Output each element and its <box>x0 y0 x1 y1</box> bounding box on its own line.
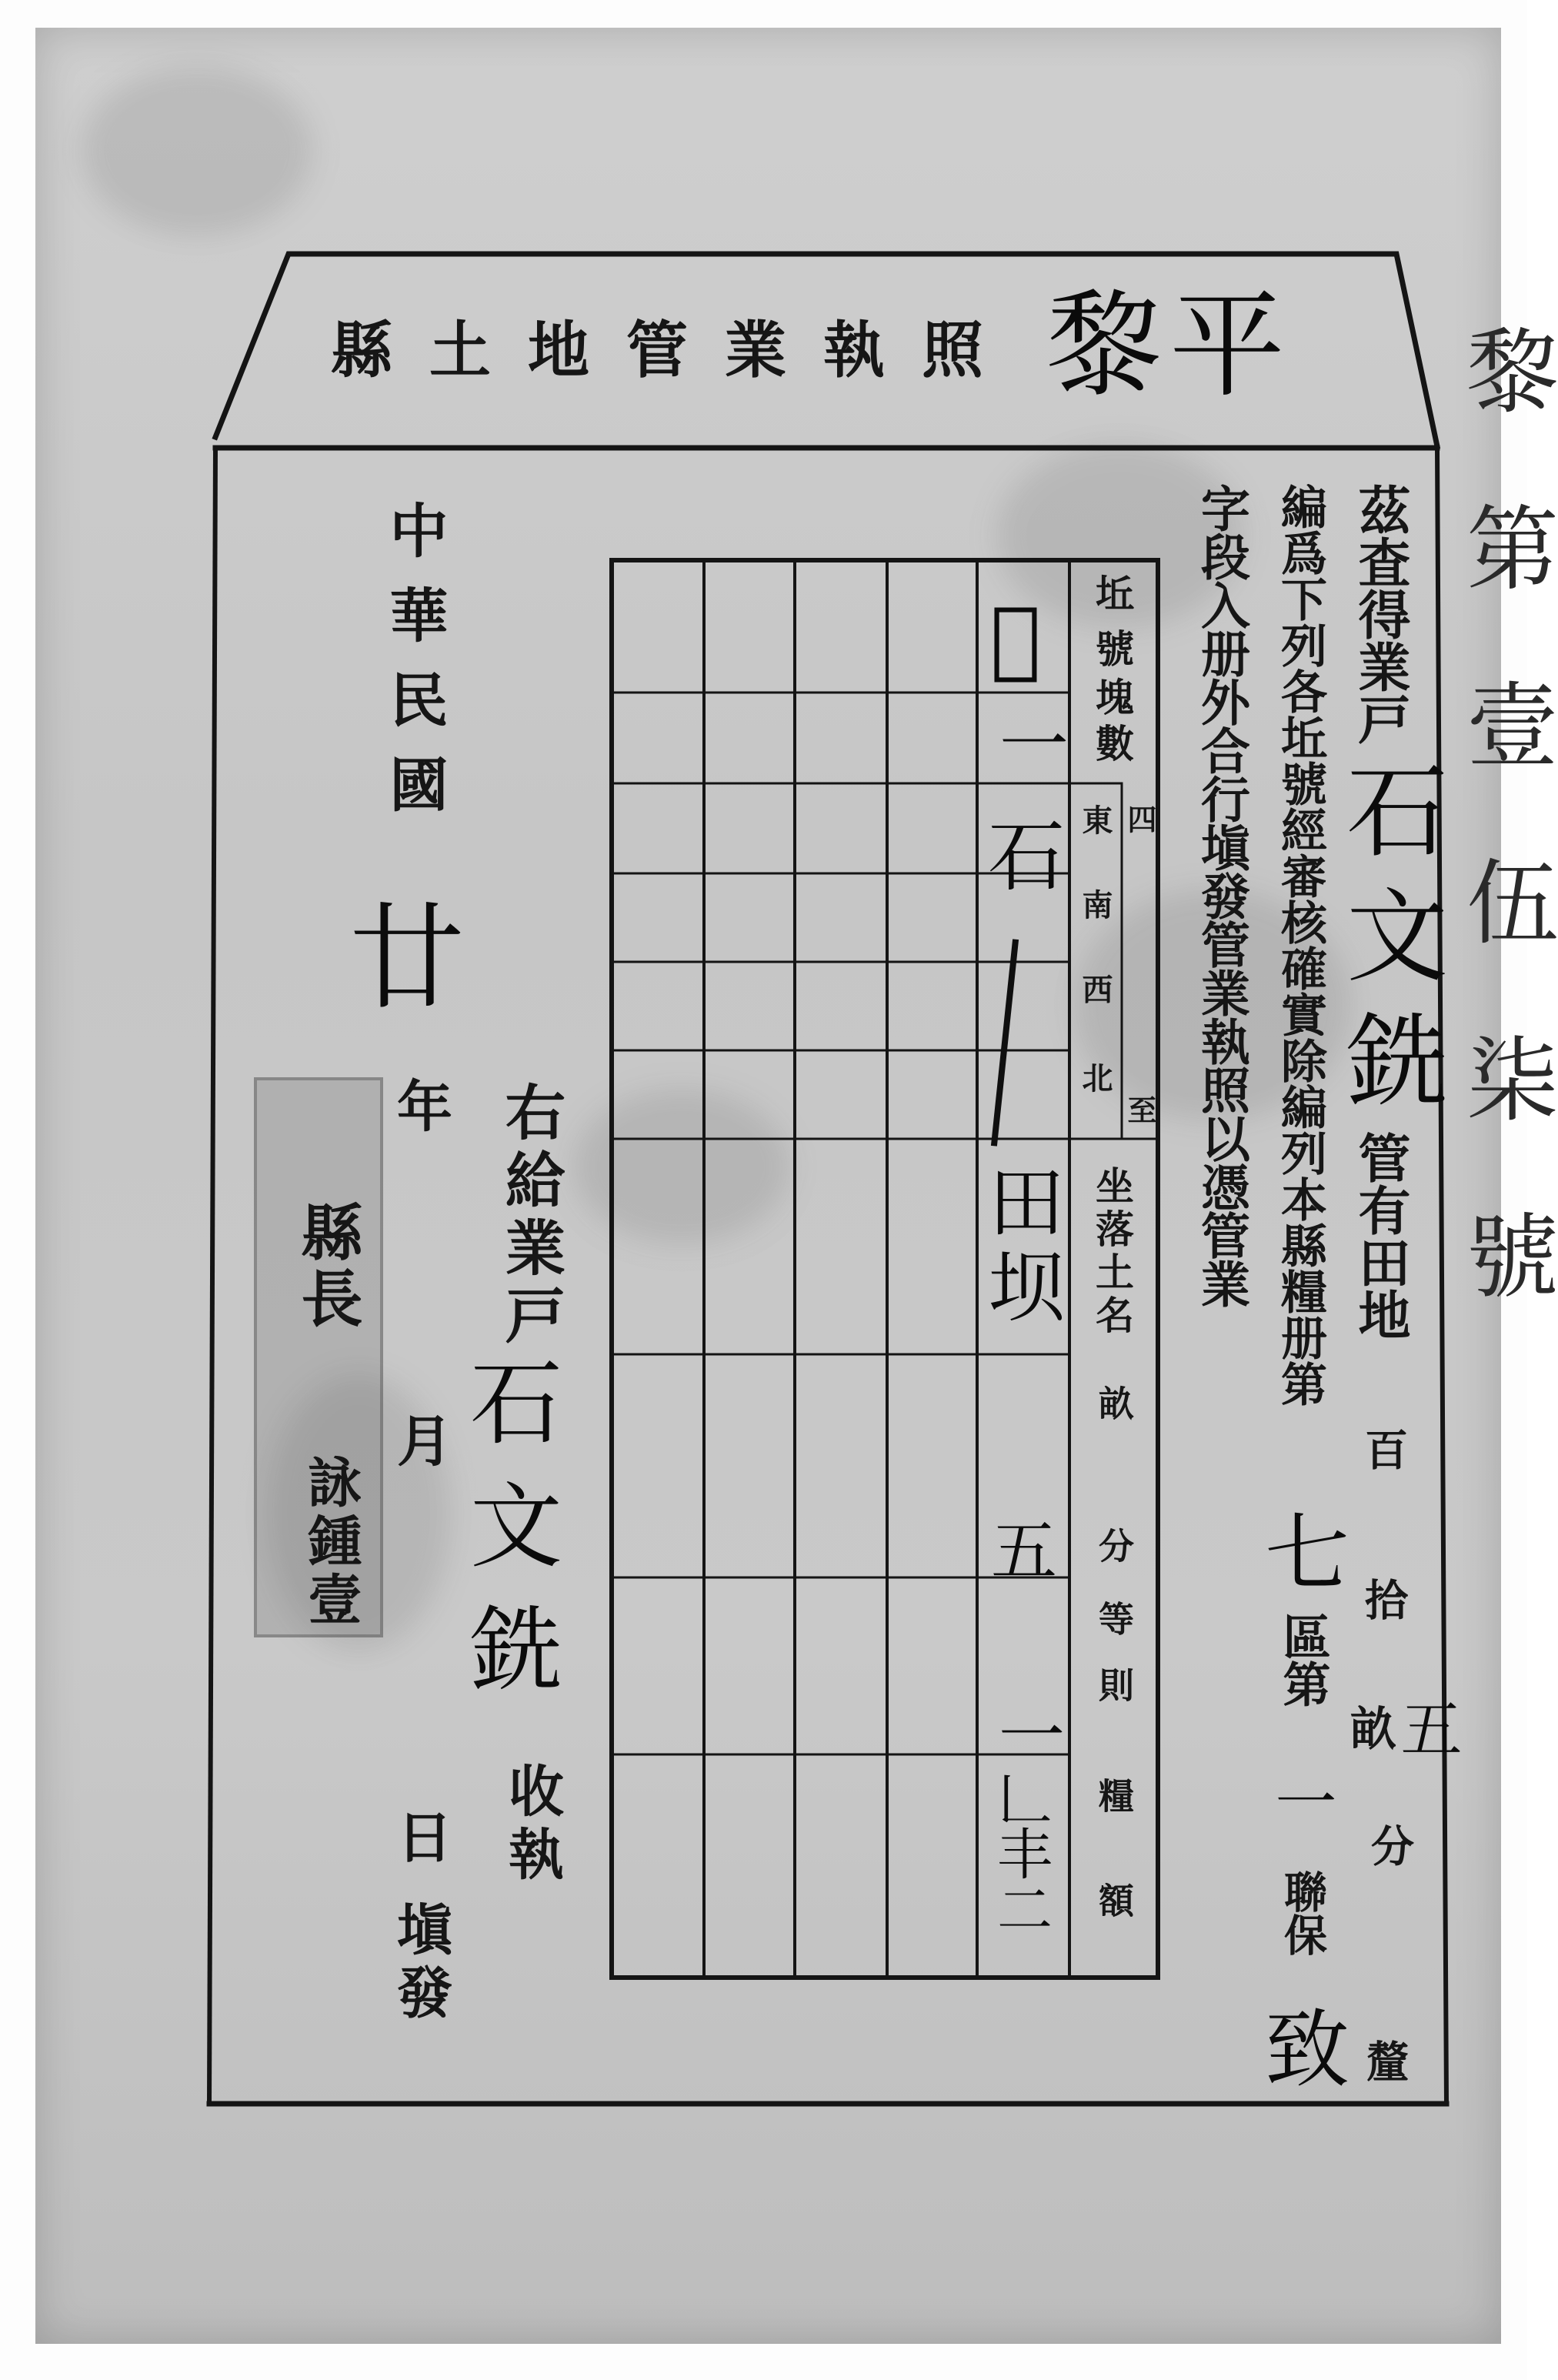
unit-mu: 畝 <box>1343 1704 1396 1751</box>
magistrate-name: 詠鍾壹 <box>299 1454 363 1630</box>
unit-li: 釐 <box>1359 2039 1410 2082</box>
body-line3: 字段入册外合行塡發管業執照以憑管業 <box>1193 483 1250 1307</box>
joint-label: 聯保 <box>1277 1870 1328 1956</box>
year-label: 年 <box>388 1077 453 1133</box>
unit-fen: 分 <box>1364 1824 1415 1867</box>
boundary-south: 南 <box>1077 889 1113 920</box>
row1-plot-count: 一 <box>987 708 1068 777</box>
mu-value-handwritten: 五 <box>1390 1697 1462 1758</box>
deed-title: 縣土地管業執照 <box>331 314 1020 386</box>
body-line1-suffix: 管有田地 <box>1349 1131 1411 1340</box>
col-fen: 分 <box>1093 1527 1135 1563</box>
magistrate-label: 縣長 <box>291 1200 363 1333</box>
district-no-handwritten: 七 <box>1251 1508 1349 1593</box>
owner-name-handwritten: 石文銑 <box>1329 758 1447 1132</box>
joint-name-handwritten: 致 <box>1251 2004 1349 2089</box>
col-field-no: 坵號 <box>1089 573 1135 684</box>
district-label: 區第 <box>1275 1612 1331 1707</box>
row1-field-no: 𦫧 <box>966 589 1065 687</box>
day-label: 日 <box>388 1808 453 1864</box>
col-location: 坐落土名 <box>1089 1166 1135 1338</box>
recipient-suffix: 收執 <box>499 1762 565 1888</box>
row1-boundary: 石 <box>975 816 1065 893</box>
col-plot-count: 塊數 <box>1089 677 1135 769</box>
col-mu: 畝 <box>1093 1385 1135 1420</box>
row1-tax: 𠃊丰二 <box>988 1770 1053 1936</box>
col-tax: 糧額 <box>1093 1777 1135 1987</box>
boundary-north: 北 <box>1077 1062 1113 1093</box>
body-line2-prefix: 編爲下列各坵號經審核確實除編列本縣糧册第 <box>1273 483 1327 1407</box>
boundary-west: 西 <box>1077 973 1113 1004</box>
col-grade: 等則 <box>1093 1601 1135 1733</box>
row1-location: 田坝 <box>975 1162 1065 1331</box>
issue-label: 塡發 <box>388 1901 453 2027</box>
era-name: 中華民國 <box>380 500 449 839</box>
row1-grade: 一 <box>987 1701 1064 1767</box>
recipient-prefix: 右給業戸 <box>495 1081 565 1352</box>
unit-bai: 百 <box>1358 1427 1409 1470</box>
recipient-name-handwritten: 石文銑 <box>455 1354 562 1724</box>
month-label: 月 <box>388 1412 453 1467</box>
unit-shi: 拾 <box>1358 1577 1409 1621</box>
edge-stub-marks: 黎第壹伍柒號 <box>1451 323 1558 1385</box>
body-line1-prefix: 茲査得業戸 <box>1349 483 1411 745</box>
joint-no-handwritten: 一 <box>1265 1770 1336 1831</box>
row1-mu-fen: 五 <box>979 1516 1056 1582</box>
handwritten-county-name: 黎平 <box>1046 279 1293 413</box>
year-handwritten: 廿 <box>329 896 463 1012</box>
boundary-east: 東 <box>1077 804 1113 835</box>
col-boundary: 四至 <box>1123 804 1157 1386</box>
